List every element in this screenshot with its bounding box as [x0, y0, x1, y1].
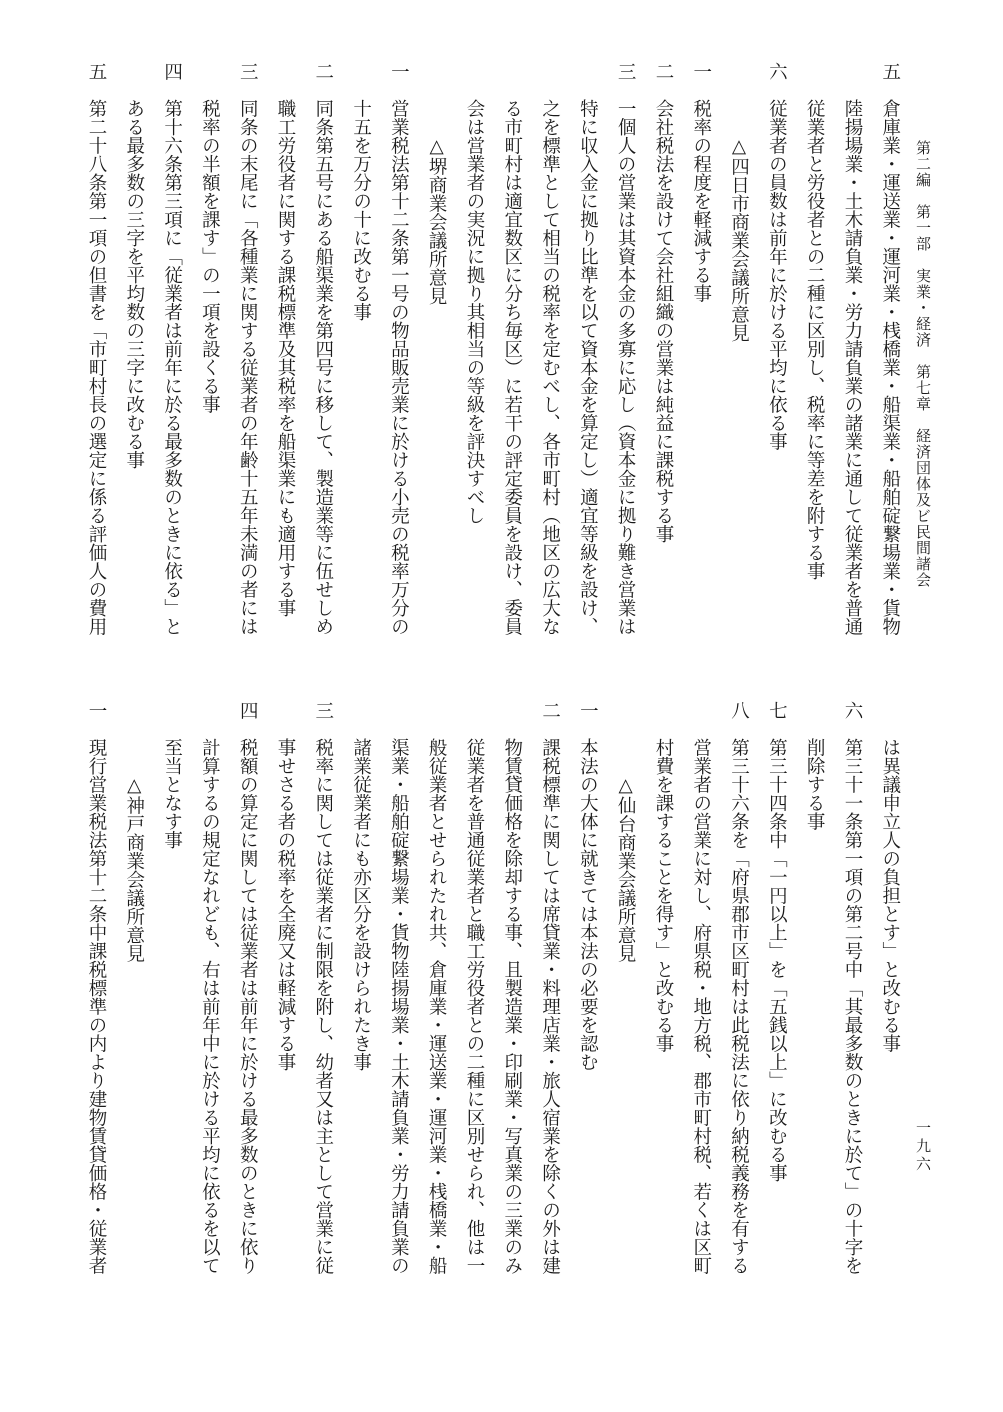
text-column: △仙台商業会議所意見	[615, 701, 637, 963]
text-column: 四 第十六条第三項に「従業者は前年に於る最多数のときに依る」と	[161, 62, 183, 636]
page-number: 一九六	[914, 1120, 932, 1174]
text-column: 会は営業者の実況に拠り其相当の等級を評決すべし	[463, 62, 485, 525]
text-column: 職工労役者に関する課税標準及其税率を船渠業にも適用する事	[274, 62, 296, 617]
text-column: 二 同条第五号にある船渠業を第四号に移して、製造業等に伍せしめ	[312, 62, 334, 636]
text-column: 四 税額の算定に関しては従業者は前年に於ける最多数のときに依り	[237, 701, 259, 1275]
bottom-text-block	[83, 701, 903, 1321]
text-column: 三 同条の末尾に「各種業に関する従業者の年齢十五年未満の者には	[237, 62, 259, 636]
text-column: 一 本法の大体に就きては本法の必要を認む	[577, 701, 599, 1071]
text-column: 十五を万分の十に改むる事	[350, 62, 372, 321]
text-column: 一 税率の程度を軽減する事	[690, 62, 712, 303]
text-column: △堺商業会議所意見	[426, 62, 448, 305]
text-column: 一 現行営業税法第十二条中課税標準の内より建物賃貸価格・従業者	[86, 701, 107, 1275]
text-column: 六 従業者の員数は前年に於ける平均に依る事	[766, 62, 788, 451]
text-column: は異議申立人の負担とす」と改むる事	[879, 701, 901, 1053]
text-column: 二 課税標準に関しては席貸業・料理店業・旅人宿業を除くの外は建	[539, 701, 561, 1275]
text-column: 三 税率に関しては従業者に制限を附し、幼者又は主として営業に従	[312, 701, 334, 1275]
text-column: 渠業・船舶碇繋場業・貨物陸揚場業・土木請負業・労力請負業の	[388, 701, 410, 1275]
text-column: 七 第三十四条中「一円以上」を「五銭以上」に改むる事	[766, 701, 788, 1182]
text-column: 営業者の営業に対し、府県税・地方税、郡市町村税、若くは区町	[690, 701, 712, 1275]
text-column: 之を標準として相当の税率を定むべし、各市町村（地区の広大な	[539, 62, 561, 636]
text-column: 般従業者とせられたれ共、倉庫業・運送業・運河業・桟橋業・船	[426, 701, 448, 1275]
text-column: 諸業従業者にも亦区分を設けられたき事	[350, 701, 372, 1071]
text-column: △神戸商業会議所意見	[123, 701, 145, 963]
text-column: 計算するの規定なれども、右は前年中に於ける平均に依るを以て	[199, 701, 221, 1275]
text-column: 二 会社税法を設けて会社組織の営業は純益に課税する事	[652, 62, 674, 543]
text-column: 八 第三十六条を「府県郡市区町村は此税法に依り納税義務を有する	[728, 701, 750, 1275]
text-column: ある最多数の三字を平均数の三字に改むる事	[123, 62, 145, 469]
text-column: 陸揚場業・土木請負業・労力請負業の諸業に通して従業者を普通	[841, 62, 863, 636]
text-column: 五 第二十八条第一項の但書を「市町村長の選定に係る評価人の費用	[86, 62, 107, 636]
text-column: △四日市商業会議所意見	[728, 62, 750, 342]
text-column: る市町村は適宜数区に分ち毎区）に若干の評定委員を設け、委員	[501, 62, 523, 636]
text-column: 事せさる者の税率を全廃又は軽減する事	[274, 701, 296, 1071]
text-column: 削除する事	[804, 701, 826, 831]
text-column: 至当となす事	[161, 701, 183, 849]
text-column: 特に収入金に拠り比準を以て資本金を算定し）適宜等級を設け、	[577, 62, 599, 636]
text-column: 六 第三十一条第一項の第二号中「其最多数のときに於て」の十字を	[841, 701, 863, 1275]
text-column: 村費を課することを得す」と改むる事	[652, 701, 674, 1053]
text-column: 従業者を普通従業者と職工労役者との二種に区別せられ、他は一	[463, 701, 485, 1275]
text-column: 三 一個人の営業は其資本金の多寡に応し（資本金に拠り難き営業は	[615, 62, 637, 636]
text-column: 税率の半額を課す」の一項を設くる事	[199, 62, 221, 414]
text-column: 物賃貸価格を除却する事、且製造業・印刷業・写真業の三業のみ	[501, 701, 523, 1275]
top-text-block	[83, 62, 903, 667]
text-column: 五 倉庫業・運送業・運河業・桟橋業・船渠業・船舶碇繋場業・貨物	[879, 62, 901, 636]
text-column: 従業者と労役者との二種に区別し、税率に等差を附する事	[804, 62, 826, 580]
text-column: 一 営業税法第十二条第一号の物品販売業に於ける小売の税率万分の	[388, 62, 410, 636]
running-title: 第二編 第一部 実業・経済 第七章 経済団体及ビ民間諸会	[914, 140, 932, 588]
